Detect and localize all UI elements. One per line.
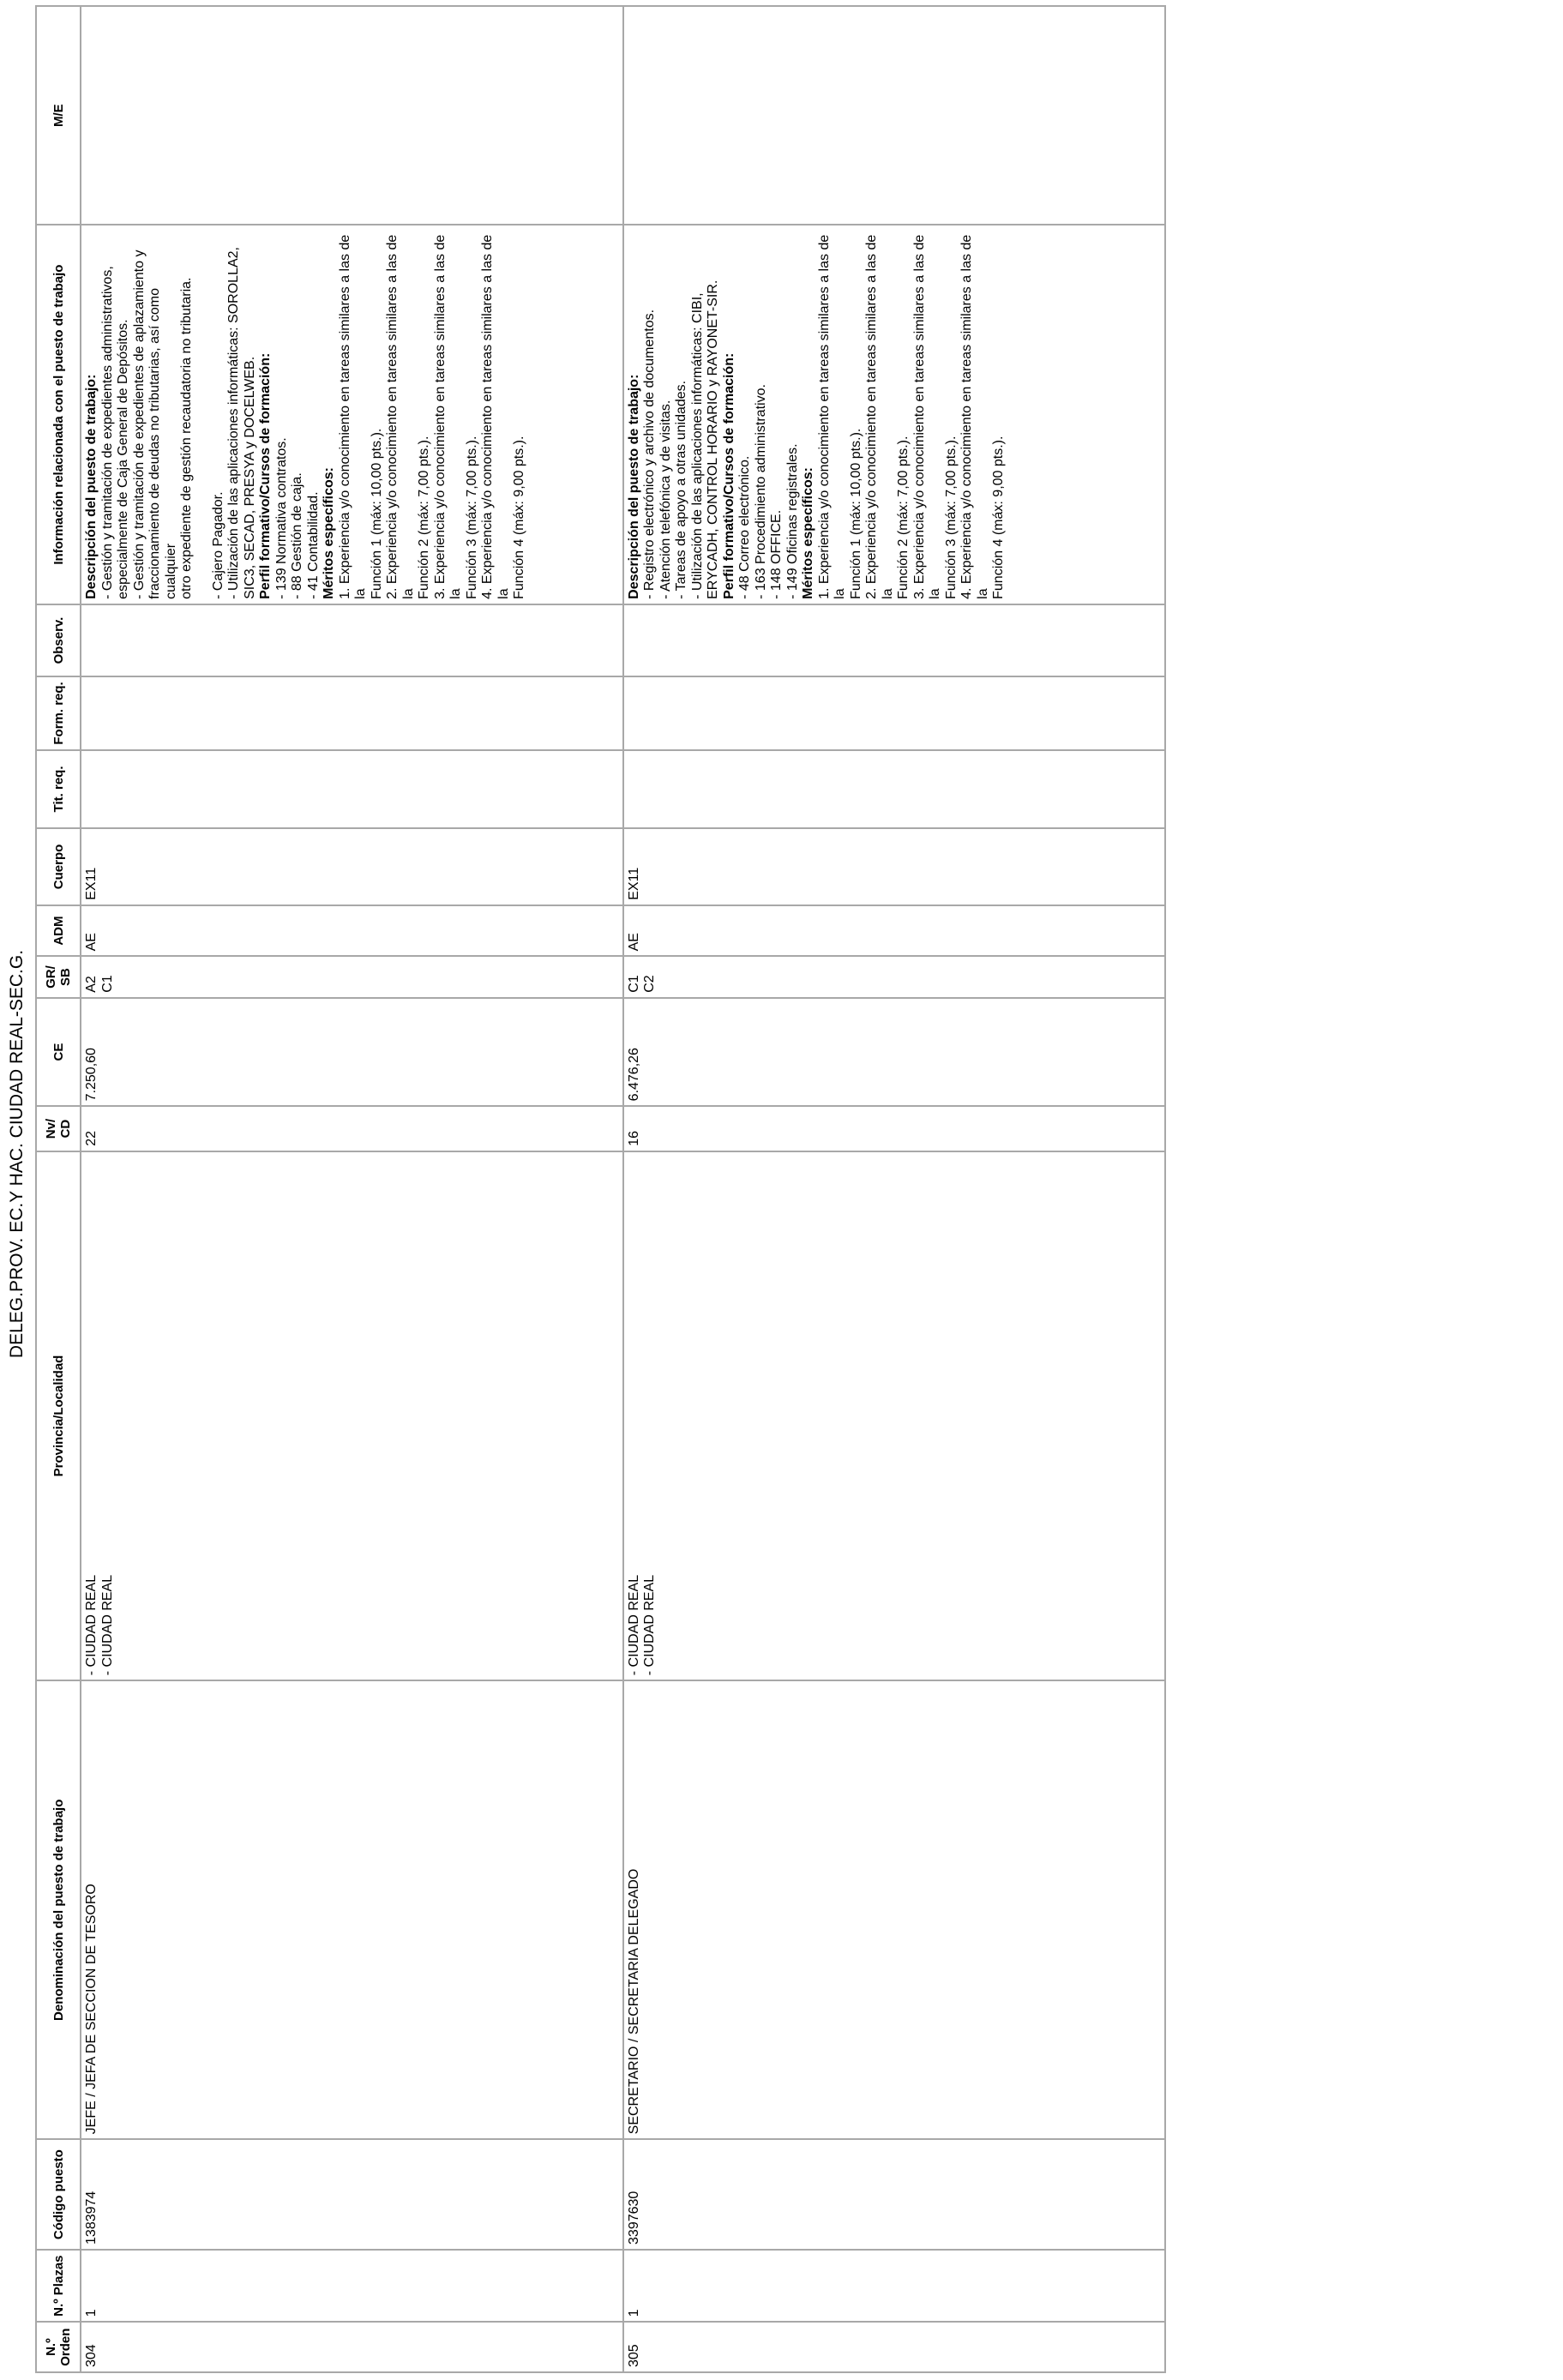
info-line: 3. Experiencia y/o conocimiento en tareas similares a las de la xyxy=(911,234,942,599)
page-heading: DELEG.PROV. EC.Y HAC. CIUDAD REAL-SEC.G. xyxy=(7,949,27,1359)
provincia-text: - CIUDAD REAL xyxy=(84,1574,99,1676)
info-line: Función 2 (máx: 7,00 pts.). xyxy=(417,436,431,599)
info-line: Función 3 (máx: 7,00 pts.). xyxy=(464,436,479,599)
col-header-grupo-l2: SB xyxy=(58,968,73,987)
info-line: ERYCADH, CONTROL HORARIO y RAYONET-SIR. xyxy=(706,279,720,599)
info-line: - 41 Contabilidad. xyxy=(305,491,321,599)
cell-codigo: 3397630 xyxy=(623,2139,1166,2250)
info-line: - Cajero Pagador. xyxy=(210,491,225,599)
info-line: - Utilización de las aplicaciones informáticas: CIBI, xyxy=(689,292,705,599)
cell-adm: AE xyxy=(623,905,1166,957)
col-header-formacion: Form. req. xyxy=(36,676,81,749)
info-line: otro expediente de gestión recaudatoria no tributaria. xyxy=(179,277,194,599)
cell-orden: 305 xyxy=(623,2322,1166,2372)
info-line: 4. Experiencia y/o conocimiento en tareas similares a las de la xyxy=(959,234,990,599)
cell-adm: AE xyxy=(81,905,623,957)
cell-orden: 304 xyxy=(81,2322,623,2372)
info-line: 2. Experiencia y/o conocimiento en tareas similares a las de la xyxy=(385,234,416,599)
cell-informacion xyxy=(623,225,1166,604)
cell-plazas: 1 xyxy=(81,2250,623,2322)
col-header-me: M/E xyxy=(36,6,81,225)
cell-denominacion: SECRETARIO / SECRETARIA DELEGADO xyxy=(623,1680,1166,2139)
perfil-title: Perfil formativo/Cursos de formación: xyxy=(258,352,273,599)
col-header-ce: CE xyxy=(36,998,81,1107)
cell-observaciones xyxy=(623,604,1166,676)
spacer xyxy=(195,230,211,599)
grupo-secondary: C2 xyxy=(642,975,657,993)
cell-ce: 6.476,26 xyxy=(623,998,1166,1107)
info-line: - Utilización de las aplicaciones informáticas: SOROLLA2, xyxy=(226,247,241,599)
localidad-text: - CIUDAD REAL xyxy=(642,1574,657,1676)
table-row xyxy=(81,6,623,2372)
info-line: Función 3 (máx: 7,00 pts.). xyxy=(943,436,959,599)
info-line: 1. Experiencia y/o conocimiento en tareas similares a las de la xyxy=(337,234,368,599)
info-line: - 163 Procedimiento administrativo. xyxy=(753,384,768,599)
table-row xyxy=(623,6,1166,2372)
col-header-provincia: Provincia/Localidad xyxy=(36,1151,81,1680)
info-line: - Registro electrónico y archivo de documentos. xyxy=(642,309,657,599)
info-line: Función 2 (máx: 7,00 pts.). xyxy=(896,436,911,599)
info-line: Función 1 (máx: 10,00 pts.). xyxy=(848,428,863,599)
col-header-codigo: Código puesto xyxy=(36,2139,81,2250)
header-row xyxy=(36,6,81,2372)
cell-observaciones xyxy=(81,604,623,676)
cell-grupo xyxy=(81,956,623,997)
cell-me xyxy=(623,6,1166,225)
cell-codigo: 1383974 xyxy=(81,2139,623,2250)
desc-title: Descripción del puesto de trabajo: xyxy=(626,374,641,599)
col-header-grupo-l1: GR/ xyxy=(44,965,58,989)
col-header-orden: N.º Orden xyxy=(36,2322,81,2372)
cell-informacion xyxy=(81,225,623,604)
col-header-observaciones: Observ. xyxy=(36,604,81,676)
cell-formacion xyxy=(623,676,1166,749)
meritos-title: Méritos específicos: xyxy=(322,467,336,599)
col-header-titulacion: Tit. req. xyxy=(36,750,81,829)
info-line: fraccionamiento de deudas no tributarias, así como cualquier xyxy=(147,287,178,599)
cell-plazas: 1 xyxy=(623,2250,1166,2322)
col-header-cuerpo: Cuerpo xyxy=(36,828,81,905)
info-line: - 148 OFFICE. xyxy=(769,509,784,599)
cell-cuerpo: EX11 xyxy=(623,828,1166,905)
info-line: - Atención telefónica y de visitas. xyxy=(658,400,673,599)
info-line: - 139 Normativa contratos. xyxy=(274,437,289,599)
col-header-adm: ADM xyxy=(36,905,81,957)
info-line: SIC3, SECAD, PRESYA y DOCELWEB. xyxy=(242,356,257,599)
localidad-text: - CIUDAD REAL xyxy=(99,1574,115,1676)
grupo-primary: C1 xyxy=(626,975,641,993)
cell-nivel: 22 xyxy=(81,1106,623,1151)
meritos-title: Méritos específicos: xyxy=(801,467,815,599)
info-line: Función 1 (máx: 10,00 pts.). xyxy=(369,428,384,599)
info-line: - 88 Gestión de caja. xyxy=(290,472,304,599)
col-header-grupo xyxy=(36,956,81,997)
info-line: - 48 Correo electrónico. xyxy=(737,455,752,599)
cell-formacion xyxy=(81,676,623,749)
col-header-informacion: Información relacionada con el puesto de trabajo xyxy=(36,225,81,604)
info-line: 4. Experiencia y/o conocimiento en tareas similares a las de la xyxy=(480,234,511,599)
col-header-denominacion: Denominación del puesto de trabajo xyxy=(36,1680,81,2139)
col-header-plazas: N.º Plazas xyxy=(36,2250,81,2322)
cell-ce: 7.250,60 xyxy=(81,998,623,1107)
info-line: - Gestión y tramitación de expedientes de aplazamiento y xyxy=(131,249,147,599)
info-line: 1. Experiencia y/o conocimiento en tareas similares a las de la xyxy=(816,234,847,599)
col-header-nivel xyxy=(36,1106,81,1151)
desc-title: Descripción del puesto de trabajo: xyxy=(84,374,99,599)
positions-table xyxy=(35,5,1166,2373)
cell-titulacion xyxy=(81,750,623,829)
cell-cuerpo: EX11 xyxy=(81,828,623,905)
cell-titulacion xyxy=(623,750,1166,829)
cell-nivel: 16 xyxy=(623,1106,1166,1151)
cell-me xyxy=(81,6,623,225)
cell-provincia xyxy=(81,1151,623,1680)
provincia-text: - CIUDAD REAL xyxy=(626,1574,641,1676)
info-line: 2. Experiencia y/o conocimiento en tareas similares a las de la xyxy=(864,234,895,599)
col-header-nivel-l1: Nv/ xyxy=(44,1118,58,1139)
cell-denominacion: JEFE / JEFA DE SECCION DE TESORO xyxy=(81,1680,623,2139)
cell-provincia xyxy=(623,1151,1166,1680)
perfil-title: Perfil formativo/Cursos de formación: xyxy=(721,352,736,599)
col-header-nivel-l2: CD xyxy=(58,1119,73,1139)
grupo-primary: A2 xyxy=(84,976,99,993)
info-line: - 149 Oficinas registrales. xyxy=(785,443,800,599)
grupo-secondary: C1 xyxy=(99,975,115,993)
info-line: especialmente de Caja General de Depósitos. xyxy=(116,319,130,599)
cell-grupo xyxy=(623,956,1166,997)
info-line: Función 4 (máx: 9,00 pts.). xyxy=(512,436,526,599)
info-line: Función 4 (máx: 9,00 pts.). xyxy=(991,436,1006,599)
info-line: - Gestión y tramitación de expedientes administrativos, xyxy=(99,266,115,599)
info-line: - Tareas de apoyo a otras unidades. xyxy=(674,380,688,599)
info-line: 3. Experiencia y/o conocimiento en tareas similares a las de la xyxy=(432,234,463,599)
